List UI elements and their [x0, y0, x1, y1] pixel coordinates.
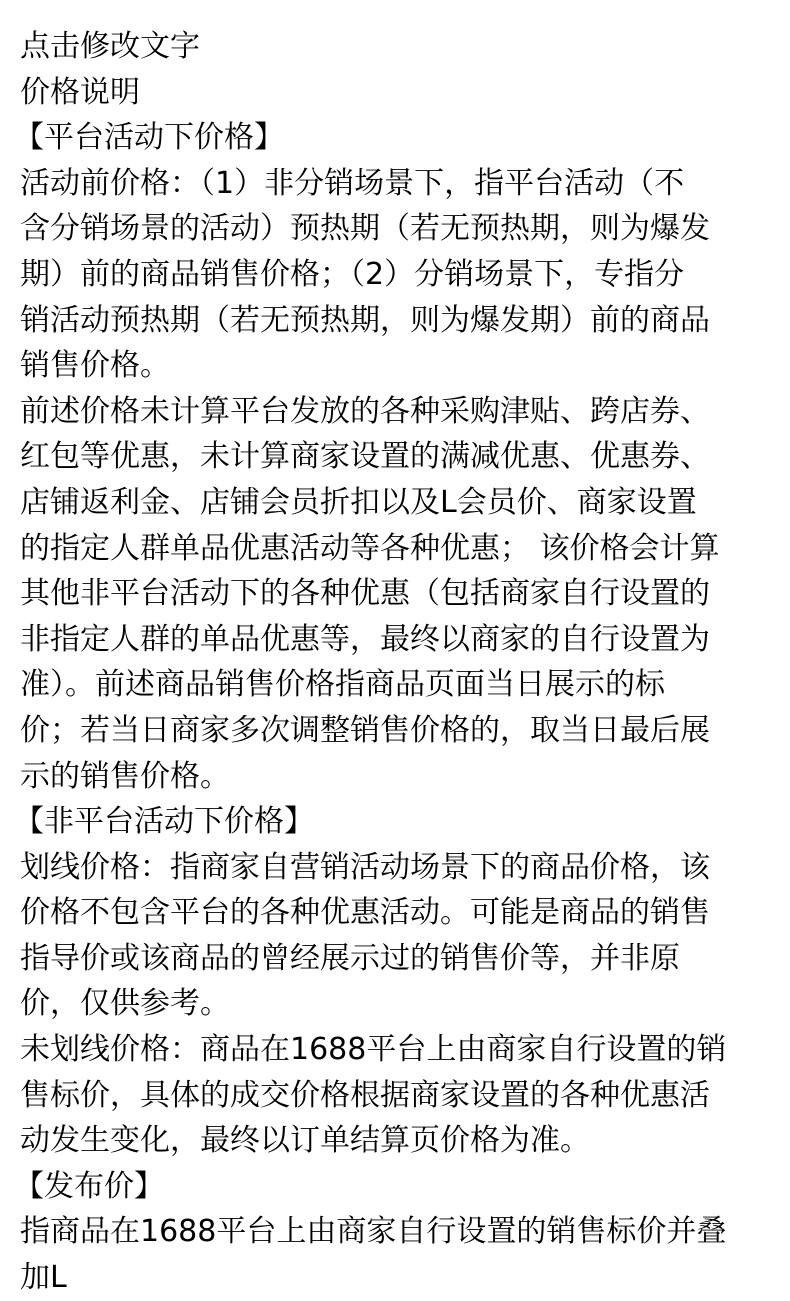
- paragraph-line: 店铺返利金、店铺会员折扣以及L会员价、商家设置: [20, 484, 697, 520]
- paragraph-line: 价格不包含平台的各种优惠活动。可能是商品的销售: [20, 895, 710, 931]
- paragraph-line: 指导价或该商品的曾经展示过的销售价等，并非原: [20, 940, 680, 976]
- paragraph-line: 期）前的商品销售价格；（2）分销场景下，专指分: [20, 256, 685, 292]
- paragraph: [20, 389, 770, 799]
- paragraph-line: 含分销场景的活动）预热期（若无预热期，则为爆发: [20, 211, 710, 247]
- paragraph-line: 示的销售价格。: [20, 758, 230, 794]
- paragraph: [20, 161, 770, 389]
- paragraph-line: 准）。前述商品销售价格指商品页面当日展示的标: [20, 667, 665, 703]
- paragraph-line: 前述价格未计算平台发放的各种采购津贴、跨店券、: [20, 393, 710, 429]
- paragraph-line: 价；若当日商家多次调整销售价格的，取当日最后展: [20, 712, 710, 748]
- paragraph-line: 加L: [20, 1260, 67, 1296]
- paragraph-line: 销售价格。: [20, 348, 170, 384]
- section-heading: 【平台活动下价格】: [14, 120, 284, 156]
- paragraph-line: 未划线价格：商品在1688平台上由商家自行设置的销: [20, 1032, 727, 1068]
- paragraph-line: 指商品在1688平台上由商家自行设置的销售标价并叠: [20, 1214, 727, 1250]
- paragraph-line: 价，仅供参考。: [20, 986, 230, 1022]
- platform-activity-price-section: [14, 115, 770, 799]
- edit-text-link[interactable]: 点击修改文字: [20, 29, 200, 64]
- paragraph-line: 非指定人群的单品优惠等，最终以商家的自行设置为: [20, 621, 710, 657]
- paragraph: [20, 1209, 770, 1300]
- paragraph-line: 红包等优惠，未计算商家设置的满减优惠、优惠券、: [20, 439, 710, 475]
- paragraph-line: 动发生变化，最终以订单结算页价格为准。: [20, 1123, 590, 1159]
- page-title: 价格说明: [20, 74, 140, 110]
- section-heading: 【发布价】: [14, 1168, 164, 1204]
- paragraph-line: 销活动预热期（若无预热期，则为爆发期）前的商品: [20, 302, 710, 338]
- paragraph-line: 划线价格：指商家自营销活动场景下的商品价格，该: [20, 849, 710, 885]
- paragraph-line: 售标价，具体的成交价格根据商家设置的各种优惠活: [20, 1077, 710, 1113]
- non-platform-activity-price-section: [14, 799, 770, 1164]
- paragraph: [20, 845, 770, 1027]
- section-heading: 【非平台活动下价格】: [14, 804, 314, 840]
- paragraph-line: 的指定人群单品优惠活动等各种优惠； 该价格会计算: [20, 530, 720, 566]
- paragraph: [20, 1027, 770, 1164]
- publish-price-section: [14, 1164, 770, 1301]
- paragraph-line: 活动前价格：（1）非分销场景下，指平台活动（不: [20, 165, 685, 201]
- paragraph-line: 其他非平台活动下的各种优惠（包括商家自行设置的: [20, 576, 710, 612]
